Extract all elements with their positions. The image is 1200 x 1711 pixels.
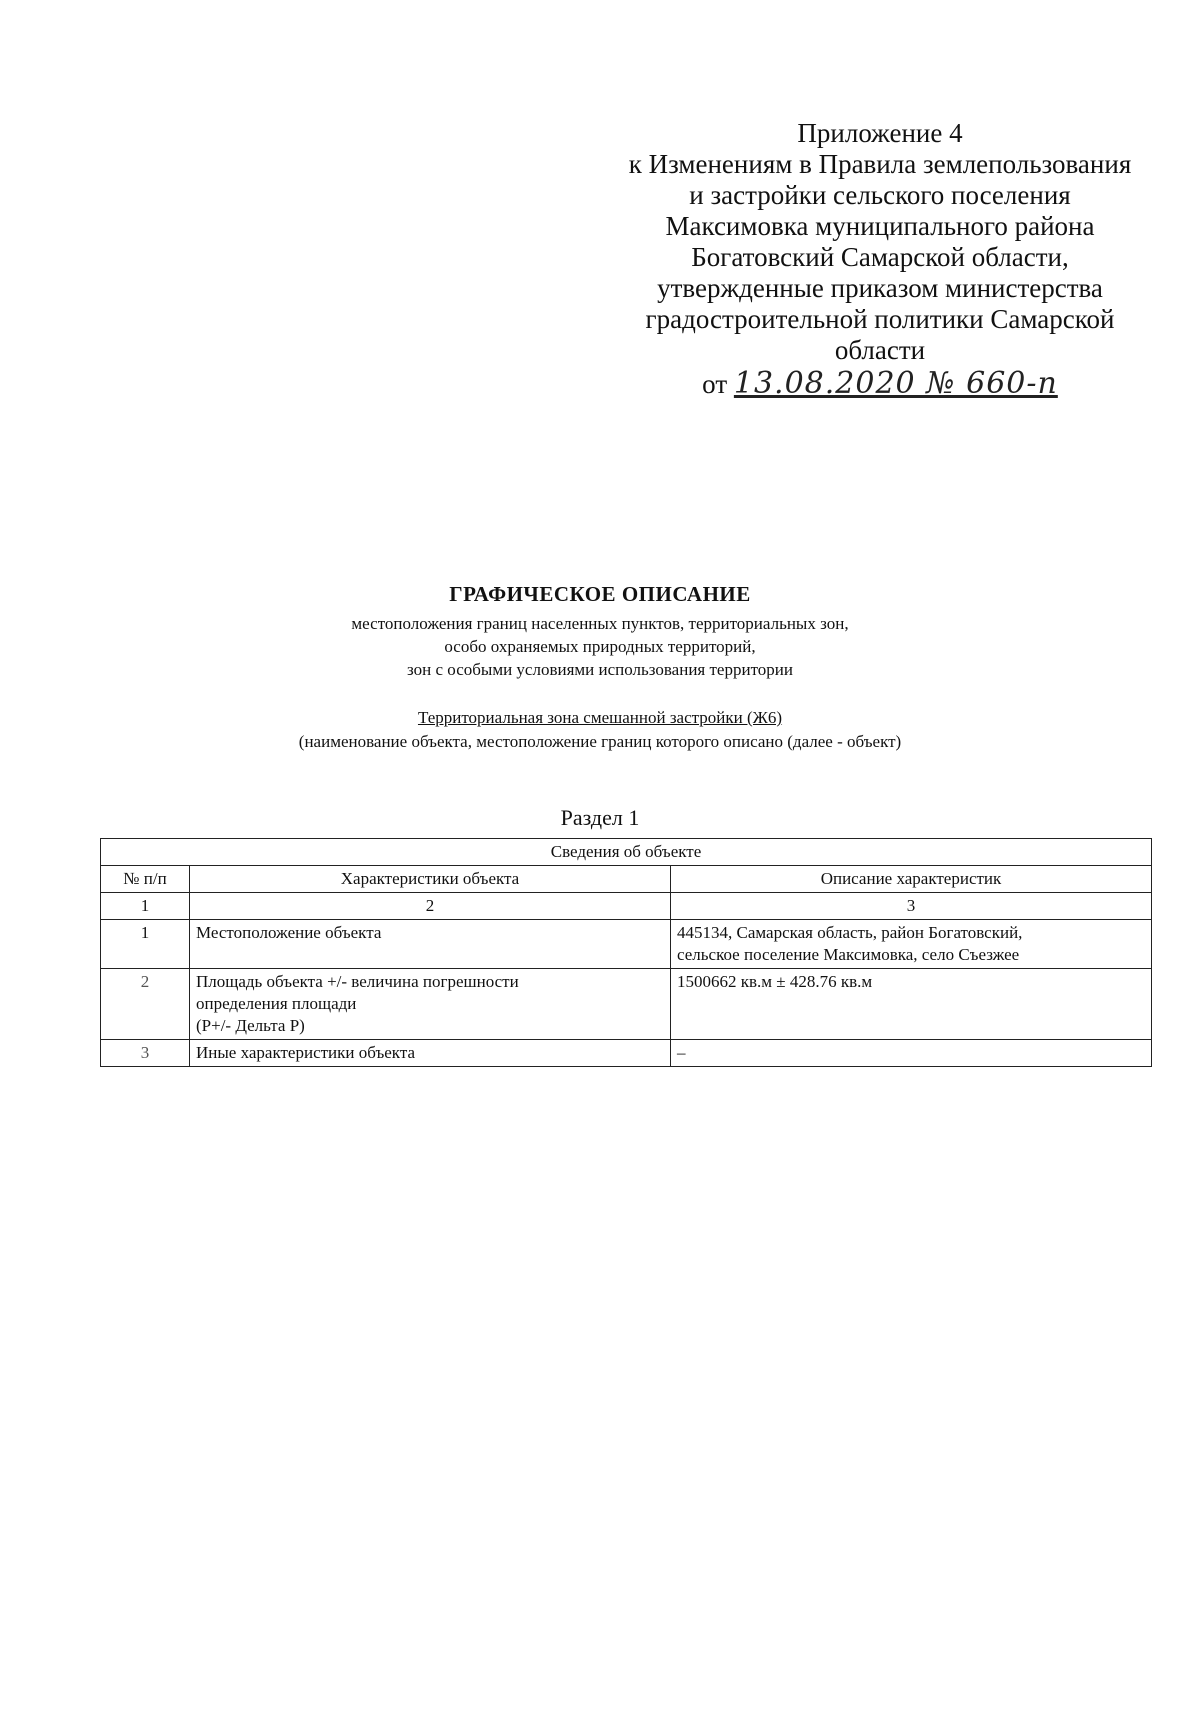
- table-row: [101, 920, 1152, 969]
- appendix-line: градостроительной политики Самарской: [645, 304, 1115, 334]
- description-line: 445134, Самарская область, район Богатовский,: [677, 923, 1023, 942]
- row-characteristic: Местоположение объекта: [190, 920, 671, 969]
- document-title: ГРАФИЧЕСКОЕ ОПИСАНИЕ: [449, 582, 751, 606]
- object-name-text: Территориальная зона смешанной застройки (Ж6): [417, 708, 783, 727]
- row-description: –: [671, 1040, 1152, 1067]
- row-description: 1500662 кв.м ± 428.76 кв.м: [671, 969, 1152, 1040]
- handwritten-date-number: 13.08.2020 № 660-п: [733, 366, 1058, 401]
- row-characteristic: Иные характеристики объекта: [190, 1040, 671, 1067]
- subtitle-line: зон с особыми условиями использования территории: [407, 660, 793, 679]
- appendix-line: области: [834, 335, 926, 365]
- object-name: [0, 708, 1200, 728]
- characteristic-line: определения площади: [196, 994, 357, 1013]
- object-caption: (наименование объекта, местоположение границ которого описано (далее - объект): [298, 732, 902, 751]
- column-number: 2: [190, 893, 671, 920]
- document-subtitle: [0, 612, 1200, 681]
- table-row: [101, 1040, 1152, 1067]
- object-info-table: [100, 838, 1152, 1067]
- table-caption: Сведения об объекте: [101, 839, 1152, 866]
- column-number: 3: [671, 893, 1152, 920]
- header-description: Описание характеристик: [671, 866, 1152, 893]
- column-number: 1: [101, 893, 190, 920]
- appendix-line: Богатовский Самарской области,: [691, 242, 1069, 272]
- table-caption-row: [101, 839, 1152, 866]
- appendix-line: Приложение 4: [797, 118, 963, 148]
- appendix-line: к Изменениям в Правила землепользования: [628, 149, 1132, 179]
- subtitle-line: местоположения границ населенных пунктов, территориальных зон,: [351, 614, 849, 633]
- row-description: [671, 920, 1152, 969]
- appendix-header: [600, 118, 1160, 400]
- column-number-row: [101, 893, 1152, 920]
- row-number: 2: [101, 969, 190, 1040]
- order-date-line: [600, 368, 1160, 400]
- description-line: сельское поселение Максимовка, село Съезжее: [677, 945, 1020, 964]
- appendix-line: и застройки сельского поселения: [689, 180, 1071, 210]
- row-number: 3: [101, 1040, 190, 1067]
- section-title: Раздел 1: [560, 805, 640, 830]
- table-row: [101, 969, 1152, 1040]
- header-number: № п/п: [101, 866, 190, 893]
- appendix-line: Максимовка муниципального района: [665, 211, 1095, 241]
- appendix-line: утвержденные приказом министерства: [657, 273, 1103, 303]
- row-characteristic: [190, 969, 671, 1040]
- row-number: 1: [101, 920, 190, 969]
- subtitle-line: особо охраняемых природных территорий,: [444, 637, 756, 656]
- date-prefix: от: [702, 369, 728, 399]
- characteristic-line: Площадь объекта +/- величина погрешности: [196, 972, 519, 991]
- table-header-row: [101, 866, 1152, 893]
- characteristic-line: (P+/- Дельта P): [196, 1016, 305, 1035]
- header-characteristic: Характеристики объекта: [190, 866, 671, 893]
